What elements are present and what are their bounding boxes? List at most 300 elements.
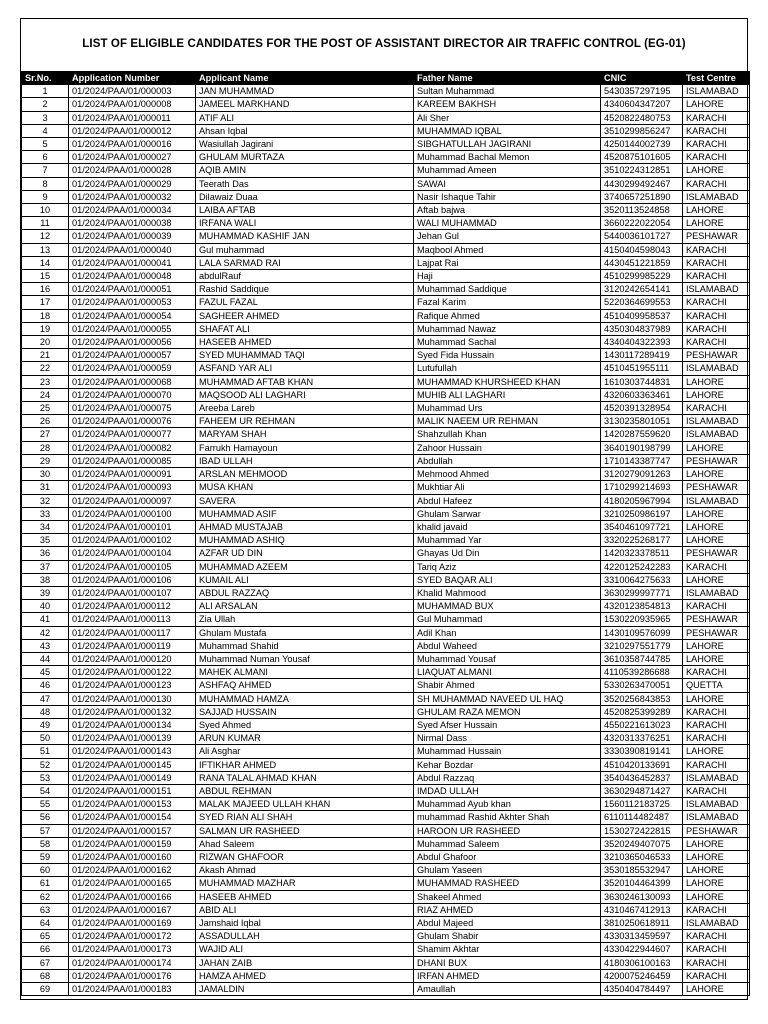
cnic-cell: 1420323378511 — [601, 547, 683, 560]
father-name-cell: IRFAN AHMED — [414, 969, 601, 982]
table-row — [22, 296, 750, 309]
test-centre-cell: PESHAWAR — [683, 481, 750, 494]
cnic-cell: 1560112183725 — [601, 798, 683, 811]
test-centre-cell: LAHORE — [683, 534, 750, 547]
sr-no-cell: 64 — [22, 917, 69, 930]
father-name-cell: Abdul Hafeez — [414, 494, 601, 507]
cnic-cell: 4110539286688 — [601, 666, 683, 679]
application-number-cell: 01/2024/PAA/01/000101 — [69, 520, 196, 533]
cnic-cell: 4330422944607 — [601, 943, 683, 956]
test-centre-cell: KARACHI — [683, 560, 750, 573]
sr-no-cell: 29 — [22, 454, 69, 467]
application-number-cell: 01/2024/PAA/01/000093 — [69, 481, 196, 494]
column-header-applicant-name: Applicant Name — [196, 72, 414, 85]
sr-no-cell: 27 — [22, 428, 69, 441]
applicant-name-cell: Farrukh Hamayoun — [196, 441, 414, 454]
test-centre-cell: ISLAMABAD — [683, 85, 750, 98]
father-name-cell: WALI MUHAMMAD — [414, 217, 601, 230]
father-name-cell: Kehar Bozdar — [414, 758, 601, 771]
application-number-cell: 01/2024/PAA/01/000038 — [69, 217, 196, 230]
applicant-name-cell: FAHEEM UR REHMAN — [196, 415, 414, 428]
cnic-cell: 5440036101727 — [601, 230, 683, 243]
cnic-cell: 4250144002739 — [601, 138, 683, 151]
table-row — [22, 560, 750, 573]
father-name-cell: Shabir Ahmed — [414, 679, 601, 692]
cnic-cell: 3520256843853 — [601, 692, 683, 705]
father-name-cell: Abdullah — [414, 454, 601, 467]
cnic-cell: 3520104464399 — [601, 877, 683, 890]
table-row — [22, 454, 750, 467]
table-row — [22, 586, 750, 599]
application-number-cell: 01/2024/PAA/01/000012 — [69, 124, 196, 137]
table-row — [22, 718, 750, 731]
application-number-cell: 01/2024/PAA/01/000166 — [69, 890, 196, 903]
test-centre-cell: ISLAMABAD — [683, 283, 750, 296]
father-name-cell: Lutufullah — [414, 362, 601, 375]
applicant-name-cell: MUHAMMAD AFTAB KHAN — [196, 375, 414, 388]
table-row — [22, 864, 750, 877]
applicant-name-cell: FAZUL FAZAL — [196, 296, 414, 309]
sr-no-cell: 63 — [22, 903, 69, 916]
table-row — [22, 626, 750, 639]
table-row — [22, 349, 750, 362]
table-row — [22, 798, 750, 811]
application-number-cell: 01/2024/PAA/01/000105 — [69, 560, 196, 573]
table-row — [22, 600, 750, 613]
father-name-cell: SAWAI — [414, 177, 601, 190]
application-number-cell: 01/2024/PAA/01/000057 — [69, 349, 196, 362]
test-centre-cell: LAHORE — [683, 217, 750, 230]
applicant-name-cell: JAMEEL MARKHAND — [196, 98, 414, 111]
applicant-name-cell: SYED RIAN ALI SHAH — [196, 811, 414, 824]
table-row — [22, 877, 750, 890]
application-number-cell: 01/2024/PAA/01/000134 — [69, 718, 196, 731]
cnic-cell: 3130235801051 — [601, 415, 683, 428]
table-row — [22, 811, 750, 824]
table-row — [22, 190, 750, 203]
father-name-cell: KAREEM BAKHSH — [414, 98, 601, 111]
applicant-name-cell: SAJJAD HUSSAIN — [196, 705, 414, 718]
test-centre-cell: LAHORE — [683, 864, 750, 877]
application-number-cell: 01/2024/PAA/01/000008 — [69, 98, 196, 111]
test-centre-cell: KARACHI — [683, 296, 750, 309]
application-number-cell: 01/2024/PAA/01/000097 — [69, 494, 196, 507]
test-centre-cell: KARACHI — [683, 138, 750, 151]
application-number-cell: 01/2024/PAA/01/000054 — [69, 309, 196, 322]
test-centre-cell: LAHORE — [683, 375, 750, 388]
cnic-cell: 1430109576099 — [601, 626, 683, 639]
cnic-cell: 3630299997771 — [601, 586, 683, 599]
table-header-row — [22, 72, 750, 85]
sr-no-cell: 9 — [22, 190, 69, 203]
table-row — [22, 745, 750, 758]
application-number-cell: 01/2024/PAA/01/000120 — [69, 652, 196, 665]
applicant-name-cell: ASHFAQ AHMED — [196, 679, 414, 692]
applicant-name-cell: RANA TALAL AHMAD KHAN — [196, 771, 414, 784]
table-row — [22, 428, 750, 441]
application-number-cell: 01/2024/PAA/01/000100 — [69, 507, 196, 520]
table-row — [22, 98, 750, 111]
cnic-cell: 3320225268177 — [601, 534, 683, 547]
test-centre-cell: LAHORE — [683, 877, 750, 890]
column-header-father-name: Father Name — [414, 72, 601, 85]
table-row — [22, 956, 750, 969]
test-centre-cell: KARACHI — [683, 322, 750, 335]
test-centre-cell: QUETTA — [683, 679, 750, 692]
sr-no-cell: 36 — [22, 547, 69, 560]
test-centre-cell: LAHORE — [683, 98, 750, 111]
father-name-cell: Khalid Mahmood — [414, 586, 601, 599]
sr-no-cell: 10 — [22, 204, 69, 217]
cnic-cell: 4310467412913 — [601, 903, 683, 916]
application-number-cell: 01/2024/PAA/01/000154 — [69, 811, 196, 824]
sr-no-cell: 6 — [22, 151, 69, 164]
test-centre-cell: KARACHI — [683, 903, 750, 916]
cnic-cell: 4510299985229 — [601, 270, 683, 283]
sr-no-cell: 20 — [22, 336, 69, 349]
cnic-cell: 3740657251890 — [601, 190, 683, 203]
application-number-cell: 01/2024/PAA/01/000029 — [69, 177, 196, 190]
father-name-cell: Ghulam Yaseen — [414, 864, 601, 877]
test-centre-cell: LAHORE — [683, 652, 750, 665]
applicant-name-cell: ARUN KUMAR — [196, 732, 414, 745]
application-number-cell: 01/2024/PAA/01/000169 — [69, 917, 196, 930]
application-number-cell: 01/2024/PAA/01/000143 — [69, 745, 196, 758]
table-body — [22, 85, 750, 996]
test-centre-cell: ISLAMABAD — [683, 415, 750, 428]
father-name-cell: Mukhtiar Ali — [414, 481, 601, 494]
father-name-cell: Muhammad Bachal Memon — [414, 151, 601, 164]
table-row — [22, 983, 750, 996]
column-header-test-centre: Test Centre — [683, 72, 750, 85]
sr-no-cell: 7 — [22, 164, 69, 177]
father-name-cell: Aftab bajwa — [414, 204, 601, 217]
father-name-cell: Zahoor Hussain — [414, 441, 601, 454]
sr-no-cell: 46 — [22, 679, 69, 692]
application-number-cell: 01/2024/PAA/01/000104 — [69, 547, 196, 560]
sr-no-cell: 11 — [22, 217, 69, 230]
sr-no-cell: 41 — [22, 613, 69, 626]
applicant-name-cell: HASEEB AHMED — [196, 336, 414, 349]
father-name-cell: RIAZ AHMED — [414, 903, 601, 916]
sr-no-cell: 14 — [22, 256, 69, 269]
father-name-cell: Muhammad Ameen — [414, 164, 601, 177]
father-name-cell: MUHAMMAD IQBAL — [414, 124, 601, 137]
table-row — [22, 230, 750, 243]
sr-no-cell: 61 — [22, 877, 69, 890]
table-row — [22, 824, 750, 837]
test-centre-cell: KARACHI — [683, 600, 750, 613]
application-number-cell: 01/2024/PAA/01/000174 — [69, 956, 196, 969]
father-name-cell: MALIK NAEEM UR REHMAN — [414, 415, 601, 428]
cnic-cell: 4510420133691 — [601, 758, 683, 771]
cnic-cell: 4330313459597 — [601, 930, 683, 943]
application-number-cell: 01/2024/PAA/01/000003 — [69, 85, 196, 98]
cnic-cell: 4510409958537 — [601, 309, 683, 322]
cnic-cell: 4220125242283 — [601, 560, 683, 573]
sr-no-cell: 18 — [22, 309, 69, 322]
application-number-cell: 01/2024/PAA/01/000106 — [69, 573, 196, 586]
application-number-cell: 01/2024/PAA/01/000059 — [69, 362, 196, 375]
father-name-cell: Maqbool Ahmed — [414, 243, 601, 256]
father-name-cell: Shakeel Ahmed — [414, 890, 601, 903]
application-number-cell: 01/2024/PAA/01/000048 — [69, 270, 196, 283]
sr-no-cell: 39 — [22, 586, 69, 599]
table-row — [22, 613, 750, 626]
test-centre-cell: KARACHI — [683, 943, 750, 956]
cnic-cell: 3210297551779 — [601, 639, 683, 652]
application-number-cell: 01/2024/PAA/01/000070 — [69, 388, 196, 401]
application-number-cell: 01/2024/PAA/01/000117 — [69, 626, 196, 639]
test-centre-cell: LAHORE — [683, 468, 750, 481]
table-row — [22, 732, 750, 745]
table-row — [22, 547, 750, 560]
sr-no-cell: 8 — [22, 177, 69, 190]
cnic-cell: 4200075246459 — [601, 969, 683, 982]
application-number-cell: 01/2024/PAA/01/000053 — [69, 296, 196, 309]
table-row — [22, 138, 750, 151]
cnic-cell: 3640190198799 — [601, 441, 683, 454]
cnic-cell: 3330390819141 — [601, 745, 683, 758]
applicant-name-cell: LALA SARMAD RAI — [196, 256, 414, 269]
sr-no-cell: 48 — [22, 705, 69, 718]
applicant-name-cell: Rashid Saddique — [196, 283, 414, 296]
table-row — [22, 177, 750, 190]
table-row — [22, 283, 750, 296]
test-centre-cell: LAHORE — [683, 850, 750, 863]
table-row — [22, 468, 750, 481]
cnic-cell: 3540461097721 — [601, 520, 683, 533]
applicant-name-cell: AHMAD MUSTAJAB — [196, 520, 414, 533]
applicant-name-cell: JAMALDIN — [196, 983, 414, 996]
applicant-name-cell: JAN MUHAMMAD — [196, 85, 414, 98]
sr-no-cell: 43 — [22, 639, 69, 652]
table-row — [22, 771, 750, 784]
sr-no-cell: 28 — [22, 441, 69, 454]
cnic-cell: 5430357297195 — [601, 85, 683, 98]
sr-no-cell: 51 — [22, 745, 69, 758]
sr-no-cell: 69 — [22, 983, 69, 996]
application-number-cell: 01/2024/PAA/01/000076 — [69, 415, 196, 428]
father-name-cell: Tariq Aziz — [414, 560, 601, 573]
application-number-cell: 01/2024/PAA/01/000159 — [69, 837, 196, 850]
sr-no-cell: 22 — [22, 362, 69, 375]
test-centre-cell: KARACHI — [683, 784, 750, 797]
applicant-name-cell: AQIB AMIN — [196, 164, 414, 177]
column-header-application-number: Application Number — [69, 72, 196, 85]
applicant-name-cell: MUHAMMAD ASHIQ — [196, 534, 414, 547]
applicant-name-cell: Akash Ahmad — [196, 864, 414, 877]
application-number-cell: 01/2024/PAA/01/000082 — [69, 441, 196, 454]
sr-no-cell: 16 — [22, 283, 69, 296]
applicant-name-cell: Wasiullah Jagirani — [196, 138, 414, 151]
test-centre-cell: ISLAMABAD — [683, 798, 750, 811]
test-centre-cell: LAHORE — [683, 745, 750, 758]
applicant-name-cell: Teerath Das — [196, 177, 414, 190]
cnic-cell: 3520113524858 — [601, 204, 683, 217]
applicant-name-cell: MAHEK ALMANI — [196, 666, 414, 679]
table-row — [22, 217, 750, 230]
applicant-name-cell: Gul muhammad — [196, 243, 414, 256]
applicant-name-cell: HAMZA AHMED — [196, 969, 414, 982]
father-name-cell: DHANI BUX — [414, 956, 601, 969]
application-number-cell: 01/2024/PAA/01/000077 — [69, 428, 196, 441]
test-centre-cell: KARACHI — [683, 151, 750, 164]
sr-no-cell: 5 — [22, 138, 69, 151]
table-row — [22, 837, 750, 850]
test-centre-cell: KARACHI — [683, 270, 750, 283]
father-name-cell: MUHAMMAD KHURSHEED KHAN — [414, 375, 601, 388]
test-centre-cell: LAHORE — [683, 573, 750, 586]
test-centre-cell: ISLAMABAD — [683, 586, 750, 599]
father-name-cell: SIBGHATULLAH JAGIRANI — [414, 138, 601, 151]
applicant-name-cell: SHAFAT ALI — [196, 322, 414, 335]
sr-no-cell: 17 — [22, 296, 69, 309]
test-centre-cell: LAHORE — [683, 692, 750, 705]
sr-no-cell: 37 — [22, 560, 69, 573]
application-number-cell: 01/2024/PAA/01/000075 — [69, 402, 196, 415]
applicant-name-cell: IRFANA WALI — [196, 217, 414, 230]
applicant-name-cell: MUHAMMAD AZEEM — [196, 560, 414, 573]
father-name-cell: Muhammad Nawaz — [414, 322, 601, 335]
application-number-cell: 01/2024/PAA/01/000112 — [69, 600, 196, 613]
application-number-cell: 01/2024/PAA/01/000034 — [69, 204, 196, 217]
father-name-cell: Muhammad Ayub khan — [414, 798, 601, 811]
table-row — [22, 124, 750, 137]
applicant-name-cell: Ali Asghar — [196, 745, 414, 758]
sr-no-cell: 58 — [22, 837, 69, 850]
applicant-name-cell: ABDUL RAZZAQ — [196, 586, 414, 599]
cnic-cell: 3540436452837 — [601, 771, 683, 784]
table-row — [22, 903, 750, 916]
column-header-sr-no: Sr.No. — [22, 72, 69, 85]
table-row — [22, 639, 750, 652]
applicant-name-cell: IBAD ULLAH — [196, 454, 414, 467]
sr-no-cell: 55 — [22, 798, 69, 811]
table-row — [22, 652, 750, 665]
applicant-name-cell: HASEEB AHMED — [196, 890, 414, 903]
cnic-cell: 4430451221859 — [601, 256, 683, 269]
sr-no-cell: 59 — [22, 850, 69, 863]
father-name-cell: MUHAMMAD BUX — [414, 600, 601, 613]
applicant-name-cell: MUHAMMAD HAMZA — [196, 692, 414, 705]
cnic-cell: 3810250618911 — [601, 917, 683, 930]
applicant-name-cell: MAQSOOD ALI LAGHARI — [196, 388, 414, 401]
table-row — [22, 111, 750, 124]
column-header-cnic: CNIC — [601, 72, 683, 85]
father-name-cell: Ghulam Shabir — [414, 930, 601, 943]
applicant-name-cell: Syed Ahmed — [196, 718, 414, 731]
cnic-cell: 4550221613023 — [601, 718, 683, 731]
table-row — [22, 943, 750, 956]
sr-no-cell: 38 — [22, 573, 69, 586]
application-number-cell: 01/2024/PAA/01/000056 — [69, 336, 196, 349]
table-row — [22, 534, 750, 547]
test-centre-cell: LAHORE — [683, 164, 750, 177]
table-row — [22, 573, 750, 586]
applicant-name-cell: GHULAM MURTAZA — [196, 151, 414, 164]
sr-no-cell: 56 — [22, 811, 69, 824]
application-number-cell: 01/2024/PAA/01/000162 — [69, 864, 196, 877]
father-name-cell: Ghayas Ud Din — [414, 547, 601, 560]
application-number-cell: 01/2024/PAA/01/000160 — [69, 850, 196, 863]
applicant-name-cell: ABID ALI — [196, 903, 414, 916]
table-row — [22, 243, 750, 256]
application-number-cell: 01/2024/PAA/01/000016 — [69, 138, 196, 151]
father-name-cell: Amaullah — [414, 983, 601, 996]
table-row — [22, 666, 750, 679]
test-centre-cell: LAHORE — [683, 204, 750, 217]
father-name-cell: GHULAM RAZA MEMON — [414, 705, 601, 718]
test-centre-cell: KARACHI — [683, 256, 750, 269]
cnic-cell: 4350304837989 — [601, 322, 683, 335]
sr-no-cell: 47 — [22, 692, 69, 705]
table-row — [22, 402, 750, 415]
applicant-name-cell: KUMAIL ALI — [196, 573, 414, 586]
table-row — [22, 322, 750, 335]
table-row — [22, 679, 750, 692]
sr-no-cell: 13 — [22, 243, 69, 256]
cnic-cell: 4520825399289 — [601, 705, 683, 718]
test-centre-cell: PESHAWAR — [683, 626, 750, 639]
test-centre-cell: KARACHI — [683, 336, 750, 349]
cnic-cell: 1430117289419 — [601, 349, 683, 362]
test-centre-cell: KARACHI — [683, 732, 750, 745]
applicant-name-cell: ABDUL REHMAN — [196, 784, 414, 797]
table-row — [22, 705, 750, 718]
test-centre-cell: ISLAMABAD — [683, 771, 750, 784]
table-row — [22, 520, 750, 533]
applicant-name-cell: Ghulam Mustafa — [196, 626, 414, 639]
sr-no-cell: 2 — [22, 98, 69, 111]
sr-no-cell: 62 — [22, 890, 69, 903]
father-name-cell: Muhammad Saleem — [414, 837, 601, 850]
sr-no-cell: 30 — [22, 468, 69, 481]
sr-no-cell: 19 — [22, 322, 69, 335]
table-row — [22, 336, 750, 349]
application-number-cell: 01/2024/PAA/01/000027 — [69, 151, 196, 164]
cnic-cell: 3310064275633 — [601, 573, 683, 586]
sr-no-cell: 53 — [22, 771, 69, 784]
sr-no-cell: 50 — [22, 732, 69, 745]
cnic-cell: 4150404598043 — [601, 243, 683, 256]
sr-no-cell: 26 — [22, 415, 69, 428]
applicant-name-cell: ATIF ALI — [196, 111, 414, 124]
table-row — [22, 850, 750, 863]
cnic-cell: 4320603363461 — [601, 388, 683, 401]
cnic-cell: 3660222022054 — [601, 217, 683, 230]
test-centre-cell: LAHORE — [683, 507, 750, 520]
applicant-name-cell: IFTIKHAR AHMED — [196, 758, 414, 771]
applicant-name-cell: Dilawaiz Duaa — [196, 190, 414, 203]
application-number-cell: 01/2024/PAA/01/000091 — [69, 468, 196, 481]
sr-no-cell: 65 — [22, 930, 69, 943]
applicant-name-cell: SAGHEER AHMED — [196, 309, 414, 322]
sr-no-cell: 1 — [22, 85, 69, 98]
test-centre-cell: KARACHI — [683, 758, 750, 771]
father-name-cell: Muhammad Yousaf — [414, 652, 601, 665]
test-centre-cell: ISLAMABAD — [683, 190, 750, 203]
father-name-cell: Adil Khan — [414, 626, 601, 639]
table-row — [22, 917, 750, 930]
cnic-cell: 3120279091263 — [601, 468, 683, 481]
application-number-cell: 01/2024/PAA/01/000153 — [69, 798, 196, 811]
cnic-cell: 4180205967994 — [601, 494, 683, 507]
application-number-cell: 01/2024/PAA/01/000176 — [69, 969, 196, 982]
father-name-cell: SH MUHAMMAD NAVEED UL HAQ — [414, 692, 601, 705]
father-name-cell: Sultan Muhammad — [414, 85, 601, 98]
applicant-name-cell: ASSADULLAH — [196, 930, 414, 943]
